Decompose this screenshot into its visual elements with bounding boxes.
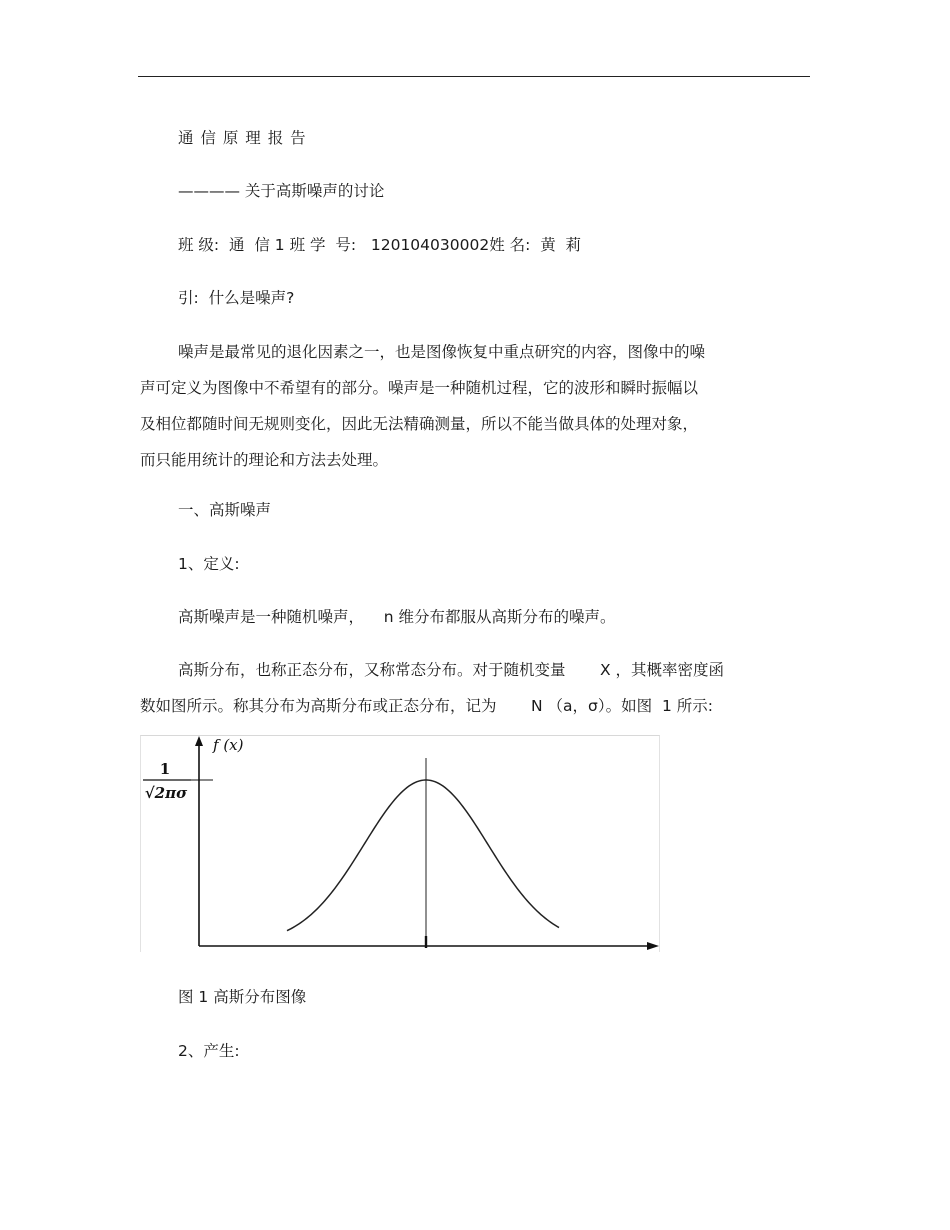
- header-rule: [138, 76, 810, 77]
- intro-line: 而只能用统计的理论和方法去处理。: [140, 451, 389, 469]
- distribution-paragraph: [140, 652, 780, 724]
- peak-label-numerator: 1: [159, 760, 171, 778]
- peak-label-denominator: √2πσ: [144, 784, 188, 802]
- y-axis-label: f (x): [213, 736, 244, 754]
- report-title: 通 信 原 理 报 告: [178, 129, 307, 147]
- intro-paragraph: [140, 334, 780, 478]
- intro-line: 噪声是最常见的退化因素之一，也是图像恢复中重点研究的内容，图像中的噪: [178, 343, 706, 361]
- gaussian-plot: [141, 736, 659, 952]
- gaussian-curve: [287, 780, 559, 931]
- subsection-heading: 2、产生:: [178, 1042, 240, 1060]
- gaussian-figure: [140, 735, 660, 952]
- intro-line: 及相位都随时间无规则变化，因此无法精确测量，所以不能当做具体的处理对象，: [140, 415, 699, 433]
- subsection-heading: 1、定义:: [178, 555, 240, 573]
- distribution-line: 高斯分布，也称正态分布，又称常态分布。对于随机变量 X ，其概率密度函: [178, 661, 725, 679]
- report-subtitle: ———— 关于高斯噪声的讨论: [178, 182, 385, 200]
- section-heading: 一、高斯噪声: [178, 501, 272, 519]
- distribution-line: 数如图所示。称其分布为高斯分布或正态分布，记为 N （a，σ）。如图 1 所示:: [140, 697, 713, 715]
- student-info: 班 级: 通 信 1 班 学 号: 120104030002姓 名: 黄 莉: [178, 236, 582, 254]
- intro-heading: 引: 什么是噪声?: [178, 289, 295, 307]
- x-axis-arrow: [647, 942, 659, 950]
- y-axis-arrow: [195, 736, 203, 746]
- intro-line: 声可定义为图像中不希望有的部分。噪声是一种随机过程，它的波形和瞬时振幅以: [140, 379, 699, 397]
- figure-caption: 图 1 高斯分布图像: [178, 988, 307, 1006]
- definition-text: 高斯噪声是一种随机噪声， n 维分布都服从高斯分布的噪声。: [178, 608, 616, 626]
